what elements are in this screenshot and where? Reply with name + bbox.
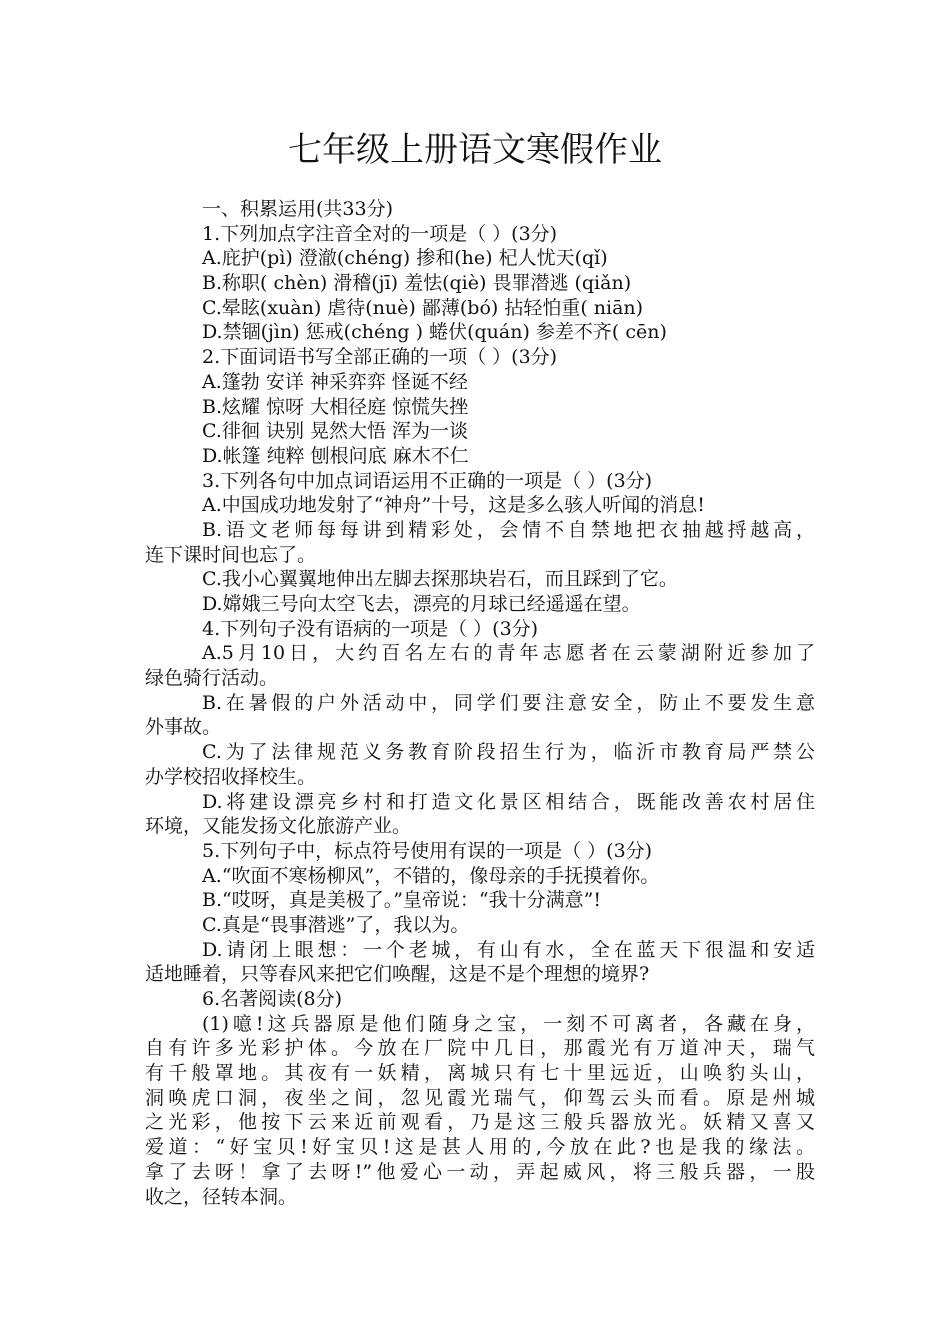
option-line: B.在暑假的户外活动中，同学们要注意安全，防止不要发生意	[202, 691, 815, 714]
option-line: B.语文老师每每讲到精彩处，会情不自禁地把衣抽越捋越高，	[202, 518, 815, 541]
option-line: A.“吹面不寒杨柳风”，不错的，像母亲的手抚摸着你。	[202, 864, 660, 887]
option-line: D.嫦娥三号向太空飞去，漂亮的月球已经遥遥在望。	[202, 593, 641, 615]
option-line: A.中国成功地发射了“神舟”十号，这是多么骇人听闻的消息!	[202, 494, 705, 517]
option-line: C.真是“畏事潜逃”了，我以为。	[202, 913, 470, 936]
passage-line: 有千般罩地。其夜有一妖精，离城只有七十里远近，山唤豹头山，	[145, 1062, 815, 1085]
question-1: 1.下列加点字注音全对的一项是（ ）(3分)	[202, 222, 558, 245]
option-line: B.“哎呀，真是美极了。”皇帝说：“我十分满意”!	[202, 889, 601, 912]
passage-line: 爱道：“好宝贝!好宝贝!这是甚人用的,今放在此?也是我的缘法。	[145, 1136, 815, 1159]
passage-line: 之光彩，他按下云来近前观看，乃是这三般兵器放光。妖精又喜又	[145, 1111, 815, 1134]
question-5: 5.下列句子中，标点符号使用有误的一项是（ ）(3分)	[202, 839, 653, 862]
option-line: D.将建设漂亮乡村和打造文化景区相结合，既能改善农村居住	[202, 790, 815, 813]
option-line-cont: 连下课时间也忘了。	[145, 543, 317, 566]
question-4: 4.下列句子没有语病的一项是（ ）(3分)	[202, 617, 539, 640]
question-3: 3.下列各句中加点词语运用不正确的一项是（ ）(3分)	[202, 469, 653, 492]
option-line: C.为了法律规范义务教育阶段招生行为，临沂市教育局严禁公	[202, 741, 815, 764]
passage-line: 洞唤虎口洞，夜坐之间，忽见霞光瑞气，仰驾云头而看。原是州城	[145, 1086, 815, 1109]
option-line: C.晕眩(xuàn) 虐待(nuè) 鄙薄(bó) 拈轻怕重( niān)	[202, 296, 644, 319]
page-title: 七年级上册语文寒假作业	[288, 130, 662, 170]
option-line-cont: 适地睡着，只等春风来把它们唤醒，这是不是个理想的境界?	[145, 963, 650, 986]
option-line: D.请闭上眼想：一个老城，有山有水，全在蓝天下很温和安适	[202, 938, 815, 961]
document-body	[145, 197, 815, 1209]
section-heading: 一、积累运用(共33分)	[202, 198, 394, 220]
option-line-cont: 外事故。	[145, 716, 222, 739]
option-line: C.我小心翼翼地伸出左脚去探那块岩石，而且踩到了它。	[202, 568, 678, 591]
option-line: D.帐篷 纯粹 刨根问底 麻木不仁	[202, 444, 469, 467]
passage-line: (1)噫!这兵器原是他们随身之宝，一刻不可离者，各藏在身，	[202, 1012, 815, 1035]
option-line: A.庇护(pì) 澄澈(chéng) 掺和(he) 杞人忧天(qǐ)	[202, 247, 608, 270]
option-line-cont: 环境，又能发扬文化旅游产业。	[145, 815, 412, 838]
option-line: B.炫耀 惊呀 大相径庭 惊慌失挫	[202, 395, 469, 418]
option-line: C.徘徊 诀别 晃然大悟 浑为一谈	[202, 420, 469, 443]
option-line: A.5月10日，大约百名左右的青年志愿者在云蒙湖附近参加了	[202, 642, 815, 665]
passage-line: 拿了去呀！拿了去呀!”他爱心一动，弄起威风，将三般兵器，一股	[145, 1160, 815, 1183]
option-line: B.称职( chèn) 滑稽(jī) 羞怯(qiè) 畏罪潜逃 (qiǎn)	[202, 272, 632, 295]
passage-line: 收之，径转本洞。	[145, 1185, 298, 1208]
question-2: 2.下面词语书写全部正确的一项（ ）(3分)	[202, 346, 558, 369]
option-line-cont: 绿色骑行活动。	[145, 667, 279, 690]
option-line-cont: 办学校招收择校生。	[145, 765, 317, 788]
question-6: 6.名著阅读(8分)	[202, 988, 343, 1010]
option-line: D.禁锢(jìn) 惩戒(chéng ) 蜷伏(quán) 参差不齐( cēn)	[202, 321, 667, 344]
option-line: A.篷勃 安详 神采弈弈 怪诞不经	[202, 370, 468, 393]
passage-line: 自有许多光彩护体。今放在厂院中几日，那霞光有万道冲天，瑞气	[145, 1037, 815, 1060]
